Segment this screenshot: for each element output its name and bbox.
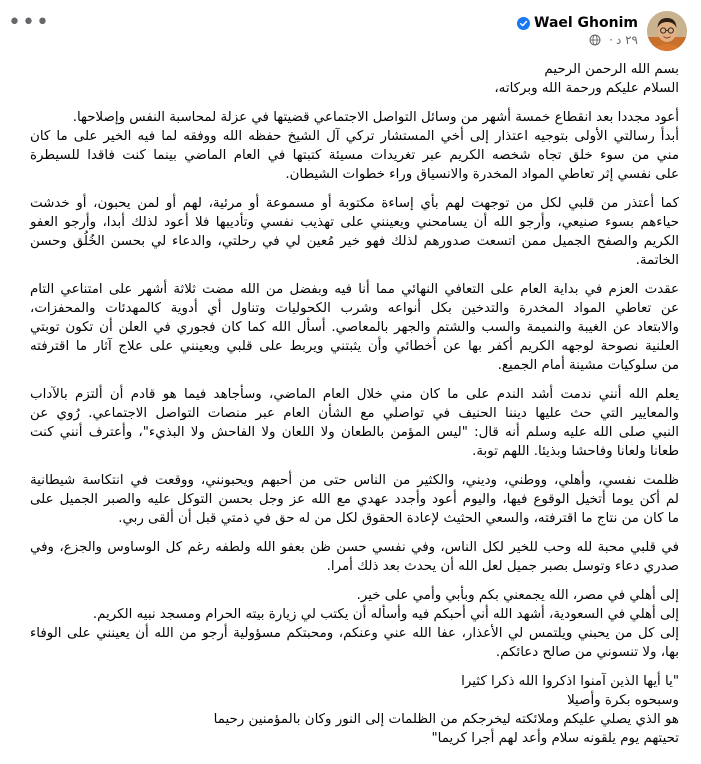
post-paragraph [30,108,679,184]
post-text-line: أبدأ رسالتي الأولى بتوجيه اعتذار إلى أخي المستشار تركي آل الشيخ حفظه الله ووفقه لما فيه الخير على ما كان [30,129,679,144]
post-body [30,60,679,758]
post-text-line: بسم الله الرحمن الرحيم [544,62,679,77]
post-text-line: كما أعتذر من قلبي لكل من توجهت لهم بأي إساءة مكتوبة أو مسموعة أو مرئية، لهم أو لمن يحبون، أو خدشت [30,196,679,211]
post-paragraph [30,385,679,461]
more-options-icon[interactable]: ••• [8,10,50,35]
author-block [517,15,638,47]
post-text-line: عقدت العزم في بداية العام على التعافي النهائي مما أنا فيه وبفضل من الله مضت ثلاثة أشهر على امتناعي التام [30,282,679,297]
post-text-line: في قلبي محبة لله وحب للخير لكل الناس، وفي نفسي حسن ظن بعفو الله ولطفه رغم كل الوساوس والجزع، وفي [30,540,679,555]
avatar-image [647,11,687,51]
post-text-line: ظلمت نفسي، وأهلي، ووطني، وديني، والكثير من الناس حتى من أحبهم ويحبونني، ووقعت في انتكاسة شيطانية [30,473,679,488]
post-text-line: والمعايير التي حث عليها ديننا الحنيف في تواصلي مع الشأن العام عبر منصات التواصل الاجتماعي. رُوي عن [30,406,679,421]
post-text-line: من سلوكيات مشينة أمام الجميع. [497,358,679,373]
post-timestamp[interactable]: ٢٩ د [615,33,638,47]
post-paragraph [30,471,679,528]
post-text-line: بها، ولا تنسوني من صالح دعائكم. [495,645,679,660]
post-paragraph [30,586,679,662]
post-text-line: مني من سوء خلق تجاه شخصه الكريم عبر تغريدات مسيئة كتبتها في العام الماضي بينما كنت فاقدا للسيطرة [30,148,679,163]
post-paragraph [30,194,679,270]
post-text-line: وسبحوه بكرة وأصيلا [567,693,679,708]
globe-icon[interactable] [589,34,601,46]
post-text-line: حياءهم بسوء صنيعي، وأرجو الله أن يسامحني ويعينني على تهذيب نفسي وتأديبها فلا أعود لذلك أبدا، وأرجو العفو [30,215,679,230]
author-name[interactable]: Wael Ghonim [534,15,638,31]
post-text-line: صدري دعاء وتوسل بصبر جميل لعل الله أن يحدث بعد ذلك أمرا. [326,559,679,574]
post-text-line: العلنية نصوحة لوجهه الكريم أكفر بها عن أخطائي وأن يثبتني ويربط على قلبي ويعينني على علاج آثار ما اقترفته [30,339,679,354]
post-text-line: السلام عليكم ورحمة الله وبركاته، [494,81,679,96]
post-text-line: يعلم الله أنني ندمت أشد الندم على ما كان مني خلال العام الماضي، وسأجاهد فيما هو قادم أن ألتزم بالآداب [30,387,679,402]
post-text-line: إلى أهلي في مصر، الله يجمعني بكم وبأبي وأمي على خير. [356,588,679,603]
post-text-line: إلى أهلي في السعودية، أشهد الله أني أحبكم فيه وأسأله أن يكتب لي زيارة بيته الحرام ومسجد نبيه الكريم. [92,607,679,622]
post-text-line: عن تعاطي المواد المخدرة والتدخين بكل أنواعه وشرب الكحوليات وتناول أي أدوية كالمهدئات والمحفزات، [30,301,679,316]
post-text-line: لم أكن يوما أتخيل الوقوع فيها، واليوم أعود وأجدد عهدي مع الله عز وجل بحسن التوكل عليه والصبر الجميل على [30,492,679,507]
post-text-line: أعود مجددا بعد انقطاع خمسة أشهر من وسائل التواصل الاجتماعي قضيتها في عزلة لمحاسبة النفس وإصلاحها. [72,110,679,125]
post-text-line: النبي صلى الله عليه وسلم أنه قال: "ليس المؤمن بالطعان ولا اللعان ولا الفاحش ولا البذيء"، وأعترف أنني كنت [30,425,679,440]
meta-separator: · [609,33,613,47]
post-header [517,8,687,54]
post-paragraph [30,280,679,375]
post-text-line: تحيتهم يوم يلقونه سلام وأعد لهم أجرا كريما" [431,731,679,746]
post-paragraph [30,672,679,748]
post-paragraph [30,60,679,98]
avatar[interactable] [647,11,687,51]
verified-badge-icon [517,17,530,30]
post-text-line: الكريم والصفح الجميل ممن اتسعت صدورهم لذلك فهو خير مُعين لي في رحلتي، والدعاء لي بحسن الخُلُق وحسن [30,234,679,249]
author-row [517,15,638,31]
post-text-line: على نفسي إثر تعاطي المواد المخدرة والانسياق وراء خطوات الشيطان. [285,167,679,182]
post-text-line: هو الذي يصلي عليكم وملائكته ليخرجكم من الظلمات إلى النور وكان بالمؤمنين رحيما [213,712,679,727]
post-text-line: إلى كل من يحبني ويلتمس لي الأعذار، عفا الله عني وعنكم، ومحبتكم مسؤولية أرجو من الله أن يعينني على الوفاء [30,626,679,641]
post-text-line: طعانا ولعانا وفاحشا وبذيئا. اللهم توبة. [472,444,679,459]
post-text-line: والابتعاد عن الغيبة والنميمة والسب والشتم والجهر بالمعاصي. أسأل الله كما كان فجوري في العلن أن تكون توبتي [30,320,679,335]
post-paragraph [30,538,679,576]
post-meta [589,33,638,47]
post-text-line: ما كان من نتاج ما اقترفته، والسعي الحثيث لإعادة الحقوق لكل من له حق في ذمتي قبل أن ألقى ربي. [118,511,679,526]
post-text-line: الخاتمة. [635,253,679,268]
post-text-line: "يا أيها الذين آمنوا اذكروا الله ذكرا كثيرا [461,674,679,689]
